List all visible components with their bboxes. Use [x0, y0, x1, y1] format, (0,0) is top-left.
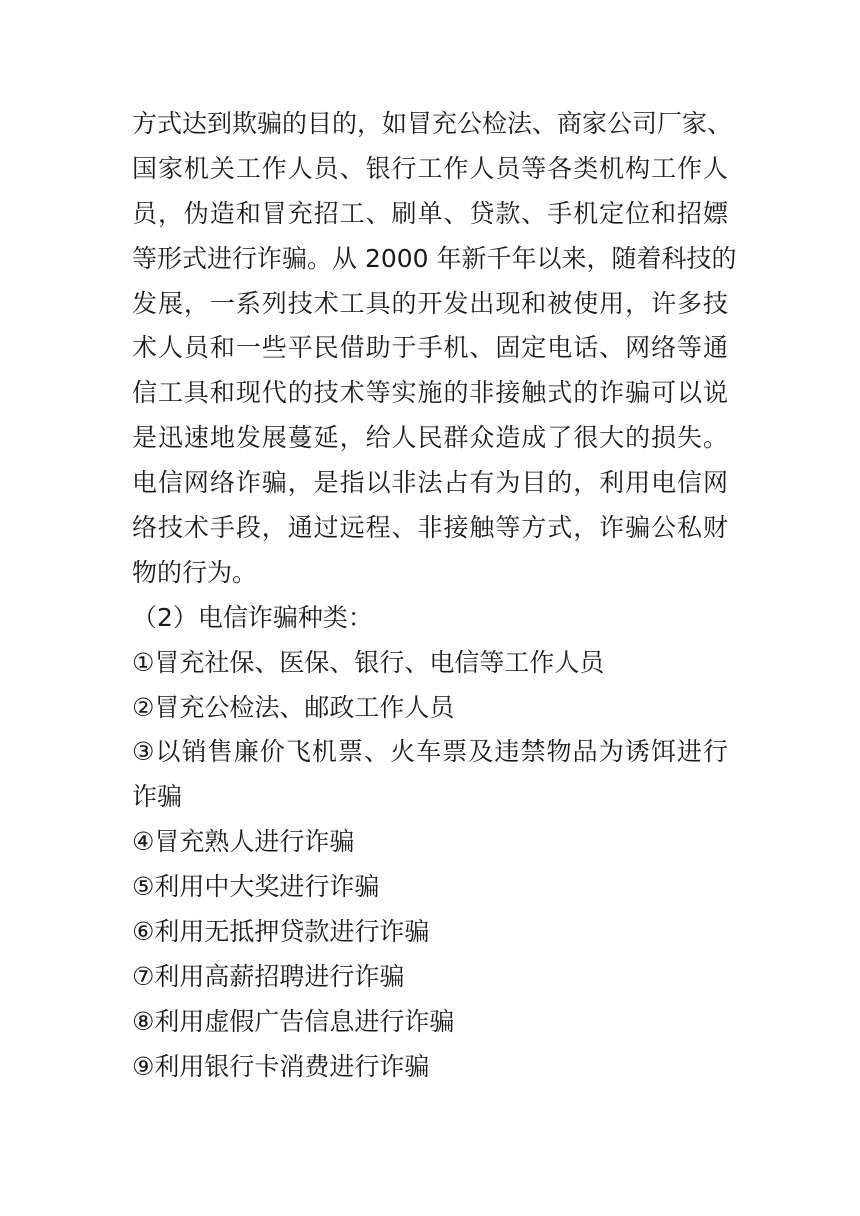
paragraph-line: 电信网络诈骗，是指以非法占有为目的，利用电信网 — [132, 468, 728, 498]
list-item: ④冒充熟人进行诈骗 — [132, 827, 355, 857]
list-item: ⑧利用虚假广告信息进行诈骗 — [132, 1006, 455, 1036]
list-item: ⑤利用中大奖进行诈骗 — [132, 872, 380, 902]
paragraph-line: 方式达到欺骗的目的，如冒充公检法、商家公司厂家、 — [132, 109, 733, 138]
paragraph-line: 是迅速地发展蔓延，给人民群众造成了很大的损失。 — [132, 423, 728, 453]
paragraph-line: 物的行为。 — [132, 557, 258, 587]
list-item: ⑥利用无抵押贷款进行诈骗 — [132, 917, 430, 947]
section-heading: （2）电信诈骗种类： — [132, 602, 373, 632]
paragraph-line: 发展，一系列技术工具的开发出现和被使用，许多技 — [132, 288, 728, 318]
paragraph-line: 等形式进行诈骗。从 2000 年新千年以来，随着科技的 — [132, 243, 737, 273]
paragraph-line: 员，伪造和冒充招工、刷单、贷款、手机定位和招嫖 — [132, 198, 728, 228]
document-body — [132, 102, 737, 1090]
list-item: ①冒充社保、医保、银行、电信等工作人员 — [132, 647, 605, 677]
list-item: ⑦利用高薪招聘进行诈骗 — [132, 961, 405, 991]
list-item-continuation: 诈骗 — [132, 782, 183, 812]
paragraph-line: 络技术手段，通过远程、非接触等方式，诈骗公私财 — [132, 513, 728, 543]
list-item: ②冒充公检法、邮政工作人员 — [132, 692, 455, 722]
paragraph-line: 术人员和一些平民借助于手机、固定电话、网络等通 — [132, 333, 728, 363]
list-item: ⑨利用银行卡消费进行诈骗 — [132, 1051, 430, 1081]
list-item: ③以销售廉价飞机票、火车票及违禁物品为诱饵进行 — [132, 737, 728, 767]
paragraph-line: 国家机关工作人员、银行工作人员等各类机构工作人 — [132, 153, 728, 183]
paragraph-line: 信工具和现代的技术等实施的非接触式的诈骗可以说 — [132, 378, 728, 408]
